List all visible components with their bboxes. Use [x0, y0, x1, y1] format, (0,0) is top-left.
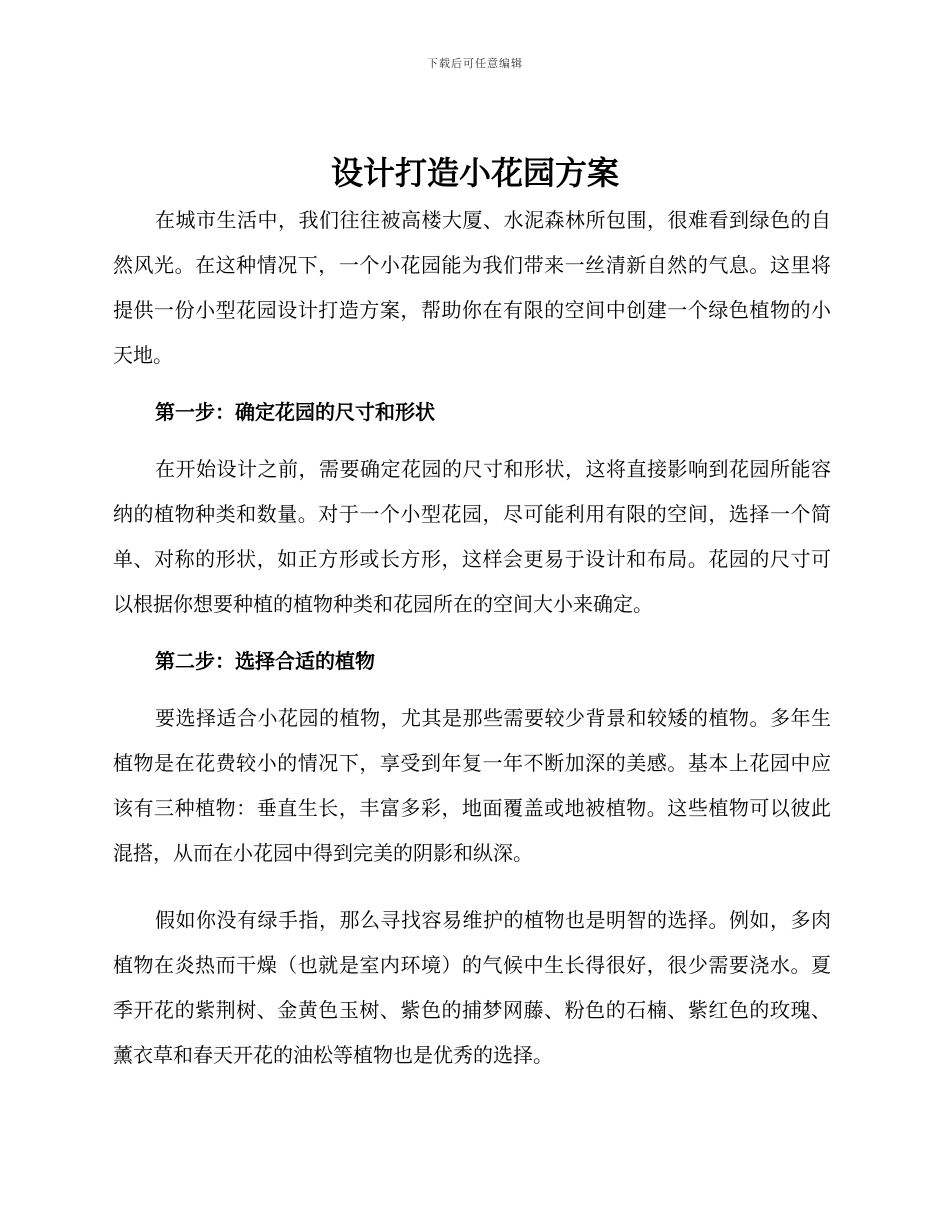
intro-paragraph: 在城市生活中，我们往往被高楼大厦、水泥森林所包围，很难看到绿色的自然风光。在这种情况下，一个小花园能为我们带来一丝清新自然的气息。这里将提供一份小型花园设计打造方案，帮助你在有限的空间中创建一个绿色植物的小天地。 — [113, 208, 831, 367]
step2-heading: 第二步：选择合适的植物 — [155, 649, 375, 673]
header-note: 下载后可任意编辑 — [427, 57, 523, 70]
step2-paragraph-2: 假如你没有绿手指，那么寻找容易维护的植物也是明智的选择。例如，多肉植物在炎热而干燥（也就是室内环境）的气候中生长得很好，很少需要浇水。夏季开花的紫荆树、金黄色玉树、紫色的捕梦网藤、粉色的石楠、紫红色的玫瑰、薰衣草和春天开花的油松等植物也是优秀的选择。 — [113, 908, 831, 1067]
document-body — [113, 198, 831, 1078]
step1-heading: 第一步：确定花园的尺寸和形状 — [155, 400, 435, 424]
document-title: 设计打造小花园方案 — [330, 154, 619, 192]
step1-paragraph: 在开始设计之前，需要确定花园的尺寸和形状，这将直接影响到花园所能容纳的植物种类和数量。对于一个小型花园，尽可能利用有限的空间，选择一个简单、对称的形状，如正方形或长方形，这样会更易于设计和布局。花园的尺寸可以根据你想要种植的植物种类和花园所在的空间大小来确定。 — [113, 457, 831, 616]
step2-paragraph-1: 要选择适合小花园的植物，尤其是那些需要较少背景和较矮的植物。多年生植物是在花费较小的情况下，享受到年复一年不断加深的美感。基本上花园中应该有三种植物：垂直生长，丰富多彩，地面覆盖或地被植物。这些植物可以彼此混搭，从而在小花园中得到完美的阴影和纵深。 — [113, 706, 831, 865]
